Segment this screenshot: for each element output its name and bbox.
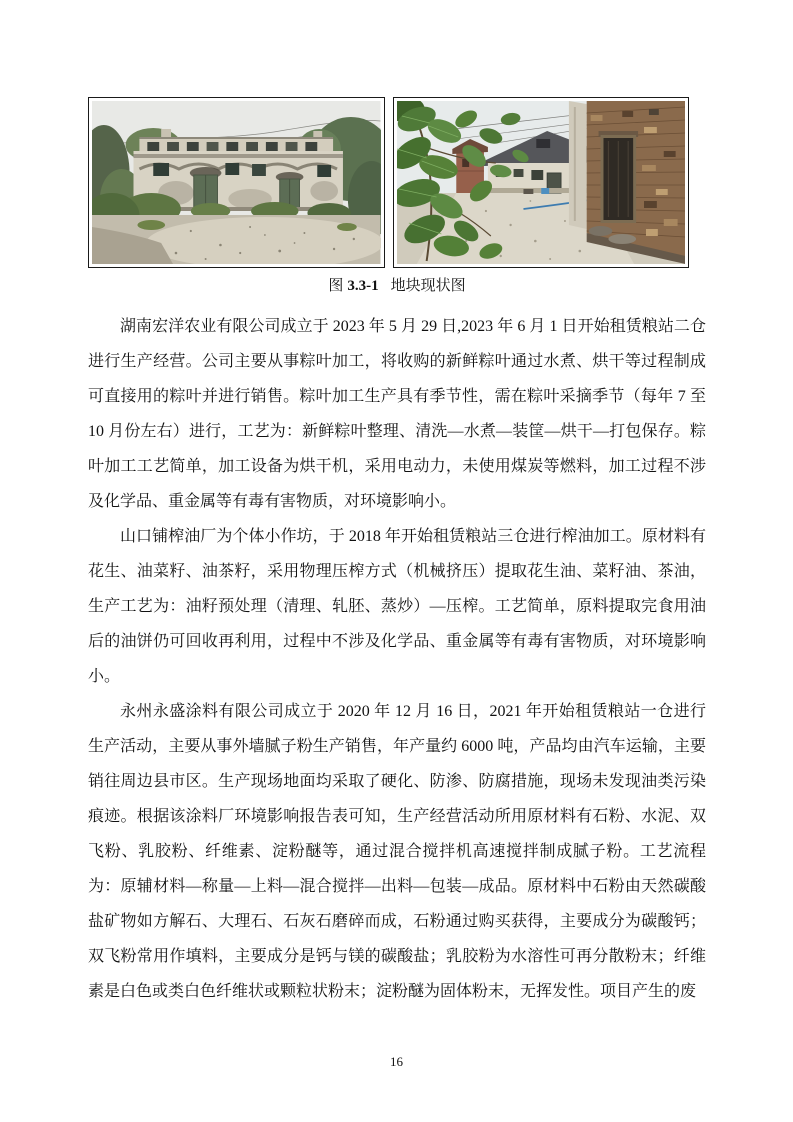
figure-caption-number: 3.3-1 xyxy=(347,278,379,294)
paragraph-shankoupu-oil-mill: 山口铺榨油厂为个体小作坊，于 2018 年开始租赁粮站三仓进行榨油加工。原材料有花生、油菜籽、油茶籽，采用物理压榨方式（机械挤压）提取花生油、菜籽油、茶油，生产工艺为：油籽预处理（清理、轧胚、蒸炒）—压榨。工艺简单，原料提取完食用油后的油饼仍可回收再利用，过程中不涉及化学品、重金属等有毒有害物质，对环境影响小。 xyxy=(88,528,706,685)
site-photo-abandoned-building xyxy=(92,101,381,264)
paragraph-hongyang-agriculture: 湖南宏洋农业有限公司成立于 2023 年 5 月 29 日,2023 年 6 月 1 日开始租赁粮站二仓进行生产经营。公司主要从事粽叶加工，将收购的新鲜粽叶通过水煮、烘干等过程制成可直接用的粽叶并进行销售。粽叶加工生产具有季节性，需在粽叶采摘季节（每年 7 至 10 月份左右）进行，工艺为：新鲜粽叶整理、清洗—水煮—装筐—烘干—打包保存。粽叶加工工艺简单，加工设备为烘干机，采用电动力，未使用煤炭等燃料，加工过程不涉及化学品、重金属等有毒有害物质，对环境影响小。 xyxy=(88,318,706,510)
body-text xyxy=(88,309,706,1009)
figure-caption-title: 地块现状图 xyxy=(390,278,466,294)
figure-photo-table xyxy=(88,97,689,268)
site-photo-brick-building xyxy=(397,101,686,264)
figure-caption xyxy=(88,276,706,296)
figure-caption-prefix: 图 xyxy=(328,278,344,294)
paragraph-yongsheng-coatings: 永州永盛涂料有限公司成立于 2020 年 12 月 16 日，2021 年开始租赁粮站一仓进行生产活动，主要从事外墙腻子粉生产销售，年产量约 6000 吨，产品均由汽车运输，主要销往周边县市区。生产现场地面均采取了硬化、防渗、防腐措施，现场未发现油类污染痕迹。根据该涂料厂环境影响报告表可知，生产经营活动所用原材料有石粉、水泥、双飞粉、乳胶粉、纤维素、淀粉醚等，通过混合搅拌机高速搅拌制成腻子粉。工艺流程为：原辅材料—称量—上料—混合搅拌—出料—包装—成品。原材料中石粉由天然碳酸盐矿物如方解石、大理石、石灰石磨碎而成，石粉通过购买获得，主要成分为碳酸钙；双飞粉常用作填料，主要成分是钙与镁的碳酸盐；乳胶粉为水溶性可再分散粉末；纤维素是白色或类白色纤维状或颗粒状粉末；淀粉醚为固体粉末，无挥发性。项目产生的废 xyxy=(88,703,706,1000)
photo-cell-right xyxy=(393,97,690,268)
photo-cell-left xyxy=(88,97,385,268)
page-number: 16 xyxy=(390,1054,403,1069)
